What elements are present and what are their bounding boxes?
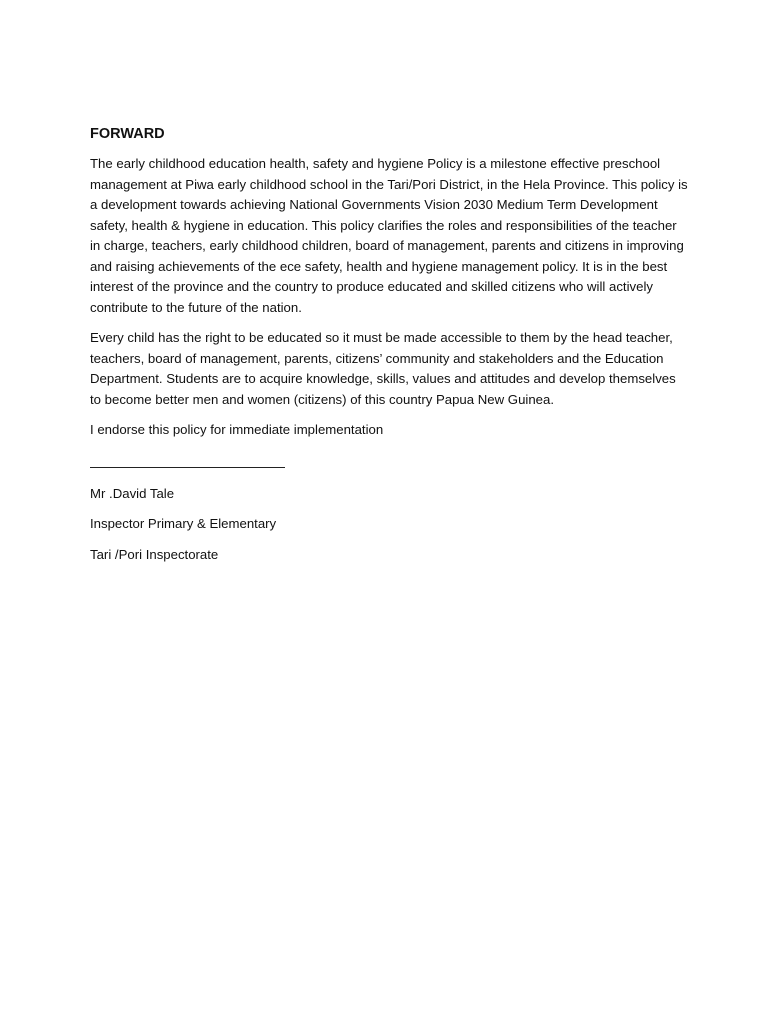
foreword-paragraph-2: Every child has the right to be educated so it must be made accessible to them by the head teacher, teachers, board of management, parents, citizens’ community and stakeholders and the Education Department. Students are to acquire knowledge, skills, values and attitudes and develop themselves to become better men and women (citizens) of this country Papua New Guinea. bbox=[90, 330, 676, 407]
document-page bbox=[90, 124, 688, 575]
foreword-paragraph-1: The early childhood education health, safety and hygiene Policy is a milestone effective preschool management at Piwa early childhood school in the Tari/Pori District, in the Hela Province. This policy is a development towards achieving National Governments Vision 2030 Medium Term Development safety, health & hygiene in education. This policy clarifies the roles and responsibilities of the teacher in charge, teachers, early childhood children, board of management, parents and citizens in improving and raising achievements of the ece safety, health and hygiene management policy. It is in the best interest of the province and the country to produce educated and skilled citizens who will actively contribute to the future of the nation. bbox=[90, 156, 688, 315]
document-heading: FORWARD bbox=[90, 126, 165, 142]
signature-line bbox=[90, 467, 285, 468]
signatory-title: Inspector Primary & Elementary bbox=[90, 516, 277, 531]
signatory-name: Mr .David Tale bbox=[90, 485, 175, 501]
signatory-office: Tari /Pori Inspectorate bbox=[90, 546, 219, 562]
endorsement-statement: I endorse this policy for immediate implementation bbox=[90, 422, 384, 437]
